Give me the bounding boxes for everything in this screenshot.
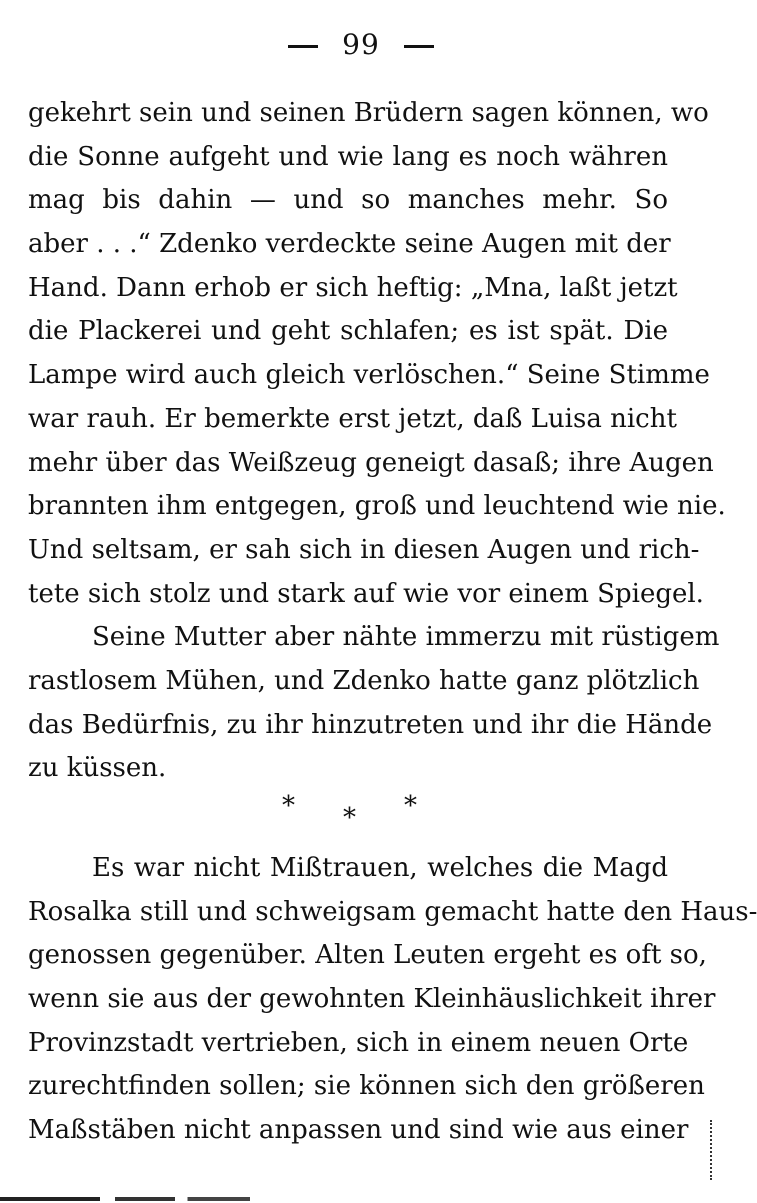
text-line: Es war nicht Mißtrauen, welches die Magd	[92, 853, 668, 883]
text-line: Lampe wird auch gleich verlöschen.“ Seine Stimme	[28, 360, 710, 391]
text-line: Maßstäben nicht anpassen und sind wie aus einer	[28, 1115, 689, 1146]
text-line: gekehrt sein und seinen Brüdern sagen können, wo	[28, 98, 709, 128]
right-dash	[404, 45, 434, 48]
text-line: mehr über das Weißzeug geneigt dasaß; ihre Augen	[28, 447, 714, 478]
text-line: Hand. Dann erhob er sich heftig: „Mna, laßt jetzt	[28, 272, 678, 303]
text-line: aber . . .“ Zdenko verdeckte seine Augen mit der	[28, 229, 671, 260]
text-line: zu küssen.	[28, 753, 167, 784]
text-line: Provinzstadt vertrieben, sich in einem neuen Orte	[28, 1027, 689, 1058]
text-line: die Plackerei und geht schlafen; es ist spät. Die	[28, 316, 668, 347]
text-line: wenn sie aus der gewohnten Kleinhäuslichkeit ihrer	[28, 984, 716, 1015]
text-line: Seine Mutter aber nähte immerzu mit rüstigem	[92, 622, 720, 653]
bottom-scan-artifact	[0, 1197, 250, 1201]
separator-star: *	[343, 803, 356, 833]
text-line: rastlosem Mühen, und Zdenko hatte ganz plötzlich	[28, 665, 700, 696]
margin-scan-mark	[710, 1120, 722, 1180]
text-line: die Sonne aufgeht und wie lang es noch währen	[28, 141, 668, 172]
text-line: Und seltsam, er sah sich in diesen Augen und rich-	[28, 534, 700, 565]
text-line: zurechtfinden sollen; sie können sich den größeren	[28, 1071, 705, 1102]
text-line: das Bedürfnis, zu ihr hinzutreten und ihr die Hände	[28, 709, 713, 740]
paragraph-3	[28, 847, 757, 1153]
separator-star: *	[404, 791, 417, 821]
section-separator	[28, 791, 668, 847]
text-line: brannten ihm entgegen, groß und leuchtend wie nie.	[28, 491, 726, 522]
text-line: genossen gegenüber. Alten Leuten ergeht es oft so,	[28, 940, 707, 971]
text-line: war rauh. Er bemerkte erst jetzt, daß Luisa nicht	[28, 403, 677, 434]
paragraph-2	[28, 616, 720, 791]
separator-star: *	[282, 791, 295, 821]
left-dash	[288, 45, 318, 48]
text-line: Rosalka still und schweigsam gemacht hatte den Haus-	[28, 896, 757, 927]
text-line: mag bis dahin — und so manches mehr. So	[28, 185, 668, 216]
page-header	[0, 28, 722, 61]
text-line: tete sich stolz und stark auf wie vor einem Spiegel.	[28, 578, 704, 609]
body-text	[28, 92, 757, 1153]
page-number: 99	[342, 28, 380, 61]
paragraph-1	[28, 92, 726, 616]
